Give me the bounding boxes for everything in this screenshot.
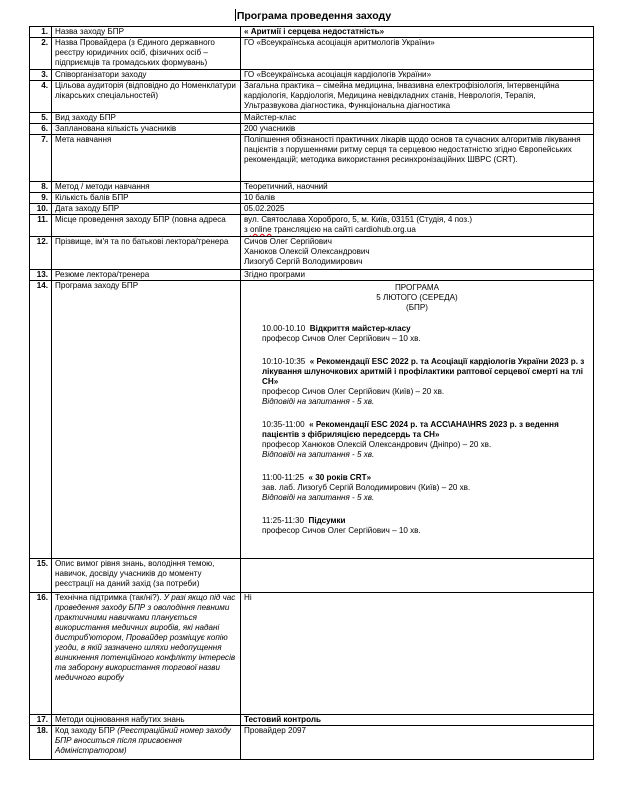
slot-title: Відкриття майстер-класу: [309, 324, 411, 333]
row-number: 8.: [30, 182, 52, 193]
schedule-slot: [262, 516, 590, 536]
table-row: [30, 38, 594, 70]
row-label: Метод / методи навчання: [52, 182, 241, 193]
assessment-methods: Тестовий контроль: [241, 715, 594, 726]
slot-title: Підсумки: [308, 516, 346, 525]
slot-title: « 30 років CRT»: [308, 473, 372, 482]
row-label: Назва Провайдера (з Єдиного державного реєстру юридичних осіб, фізичних осіб – підприємців та громадських формувань): [52, 38, 241, 70]
table-row: [30, 124, 594, 135]
event-type: Майстер-клас: [241, 113, 594, 124]
row-number: 11.: [30, 215, 52, 237]
event-name: « Аритмії і серцева недостатність»: [241, 27, 594, 38]
program-schedule: [241, 281, 594, 559]
row-label: Назва заходу БПР: [52, 27, 241, 38]
cpd-points: 10 балів: [241, 193, 594, 204]
row-label: Прізвище, ім'я та по батькові лектора/тренера: [52, 237, 241, 270]
row-label: Програма заходу БПР: [52, 281, 241, 559]
slot-speaker: професор Ханюков Олексій Олександрович (Дніпро) – 20 хв.: [262, 440, 492, 449]
row-number: 13.: [30, 270, 52, 281]
text-cursor: [235, 9, 236, 21]
slot-time: 11:25-11:30: [262, 516, 305, 525]
row-number: 10.: [30, 204, 52, 215]
broadcast-site: трансляцією на сайті cardiohub.org.ua: [271, 225, 416, 234]
row-number: 18.: [30, 726, 52, 760]
label-plain: Технічна підтримка (так/ні?).: [55, 593, 164, 602]
label-plain: Код заходу БПР: [55, 726, 118, 735]
row-label: Дата заходу БПР: [52, 204, 241, 215]
schedule-list: [244, 313, 590, 536]
table-row: [30, 70, 594, 81]
slot-qa: Відповіді на запитання - 5 хв.: [262, 493, 375, 502]
row-number: 14.: [30, 281, 52, 559]
slot-speaker: професор Сичов Олег Сергійович (Київ) – 20 хв.: [262, 387, 445, 396]
row-number: 9.: [30, 193, 52, 204]
row-label: Місце проведення заходу БПР (повна адреса: [52, 215, 241, 237]
slot-time: 10:10-10:35: [262, 357, 306, 366]
row-label: Методи оцінювання набутих знань: [52, 715, 241, 726]
venue-address: вул. Святослава Хороброго, 5, м. Київ, 03151 (Студія, 4 поз.): [244, 215, 473, 224]
teaching-methods: Теоретичний, наочний: [241, 182, 594, 193]
slot-qa: Відповіді на запитання - 5 хв.: [262, 450, 375, 459]
label-italic: (Реєстраційний номер заходу БПР вноситься після присвоєння Адміністратором): [55, 726, 231, 755]
table-row: [30, 270, 594, 281]
table-row: [30, 204, 594, 215]
table-row: [30, 27, 594, 38]
provider-name: ГО «Всеукраїнська асоціація аритмологів України»: [241, 38, 594, 70]
lecturer-name: Лизогуб Сергій Володимирович: [244, 257, 363, 266]
table-row: [30, 559, 594, 593]
schedule-slot: [262, 324, 590, 344]
table-row: [30, 726, 594, 760]
program-table: [29, 26, 594, 760]
table-row: [30, 215, 594, 237]
program-heading: ПРОГРАМА: [394, 283, 440, 292]
title-text: Програма проведення заходу: [236, 10, 392, 22]
table-row: [30, 593, 594, 715]
row-number: 6.: [30, 124, 52, 135]
lecturer-resume: Згідно програми: [241, 270, 594, 281]
row-number: 12.: [30, 237, 52, 270]
slot-speaker: професор Сичов Олег Сергійович – 10 хв.: [262, 526, 421, 535]
row-number: 2.: [30, 38, 52, 70]
slot-time: 10.00-10.10: [262, 324, 306, 333]
learning-goal: Поліпшення обізнаності практичних лікарів щодо основ та сучасних алгоритмів лікування пацієнтів з порушеннями ритму серця та серцевою недостатністю згідно Європейських рекомендацій; методика використання ресинхронізаційних ШВРС (CRT).: [241, 135, 594, 182]
row-number: 15.: [30, 559, 52, 593]
table-row: [30, 135, 594, 182]
program-date: 5 ЛЮТОГО (СЕРЕДА): [376, 293, 458, 302]
lecturer-name: Ханюков Олексій Олександрович: [244, 247, 370, 256]
broadcast-online: online: [249, 225, 272, 234]
program-format: (БПР): [406, 303, 428, 312]
label-italic: У разі якщо під час проведення заходу БПР з оволодіння певними практичними навичками планується використання медичних виробів, які надані дистриб'ютором, Провайдер розміщує копію угоди, в якій зазначено шляхи недопущення виникнення потенційного конфлікту інтересів та заборону використання торгової назви медичного виробу: [55, 593, 236, 682]
venue-broadcast: [244, 225, 590, 235]
slot-title: « Рекомендації ESC 2024 р. та ACC\AHA\HRS 2023 р. з ведення пацієнтів з фібриляцією передсердь та СН»: [262, 420, 559, 439]
row-label: Цільова аудиторія (відповідно до Номенклатури лікарських спеціальностей): [52, 81, 241, 113]
slot-time: 10:35-11:00: [262, 420, 305, 429]
row-number: 17.: [30, 715, 52, 726]
row-number: 5.: [30, 113, 52, 124]
row-number: 7.: [30, 135, 52, 182]
row-label: Опис вимог рівня знань, володіння темою, навичок, досвіду учасників до моменту реєстрації на даний захід (за потреби): [52, 559, 241, 593]
schedule-slot: [262, 473, 590, 503]
slot-time: 11:00-11:25: [262, 473, 305, 482]
target-audience: Загальна практика – сімейна медицина, Інвазивна електрофізіологія, Інтервенційна кардіологія, Кардіологія, Медицина невідкладних станів, Неврологія, Терапія, Ультразвукова діагностика, Функціональна діагностика: [241, 81, 594, 113]
slot-speaker: професор Сичов Олег Сергійович – 10 хв.: [262, 334, 421, 343]
slot-qa: Відповіді на запитання - 5 хв.: [262, 397, 375, 406]
event-venue: [241, 215, 594, 237]
table-row: [30, 715, 594, 726]
table-row: [30, 281, 594, 559]
table-row: [30, 182, 594, 193]
slot-speaker: зав. лаб. Лизогуб Сергій Володимирович (Київ) – 20 хв.: [262, 483, 471, 492]
table-row: [30, 193, 594, 204]
row-label: Кількість балів БПР: [52, 193, 241, 204]
broadcast-prefix: з: [244, 225, 250, 234]
slot-title: « Рекомендації ESC 2022 р. та Асоціації кардіологів України 2023 р. з лікування шлуночкових аритмій і профілактики раптової серцевої смерті на тлі СН»: [262, 357, 585, 386]
row-number: 16.: [30, 593, 52, 715]
row-number: 4.: [30, 81, 52, 113]
table-row: [30, 237, 594, 270]
table-row: [30, 81, 594, 113]
document-title: [0, 9, 626, 22]
row-number: 3.: [30, 70, 52, 81]
table-row: [30, 113, 594, 124]
row-label: Запланована кількість учасників: [52, 124, 241, 135]
co-organizer: ГО «Всеукраїнська асоціація кардіологів України»: [241, 70, 594, 81]
event-date: 05.02.2025: [241, 204, 594, 215]
row-number: 1.: [30, 27, 52, 38]
row-label: Вид заходу БПР: [52, 113, 241, 124]
row-label: Мета навчання: [52, 135, 241, 182]
technical-support: Ні: [241, 593, 594, 715]
row-label: Резюме лектора/тренера: [52, 270, 241, 281]
schedule-slot: [262, 357, 590, 407]
row-label: Співорганізатори заходу: [52, 70, 241, 81]
lecturer-name: Сичов Олег Сергійович: [244, 237, 332, 246]
knowledge-requirements: [241, 559, 594, 593]
lecturers: [241, 237, 594, 270]
event-code: Провайдер 2097: [241, 726, 594, 760]
row-label: [52, 726, 241, 760]
schedule-slot: [262, 420, 590, 460]
row-label: [52, 593, 241, 715]
participant-count: 200 учасників: [241, 124, 594, 135]
